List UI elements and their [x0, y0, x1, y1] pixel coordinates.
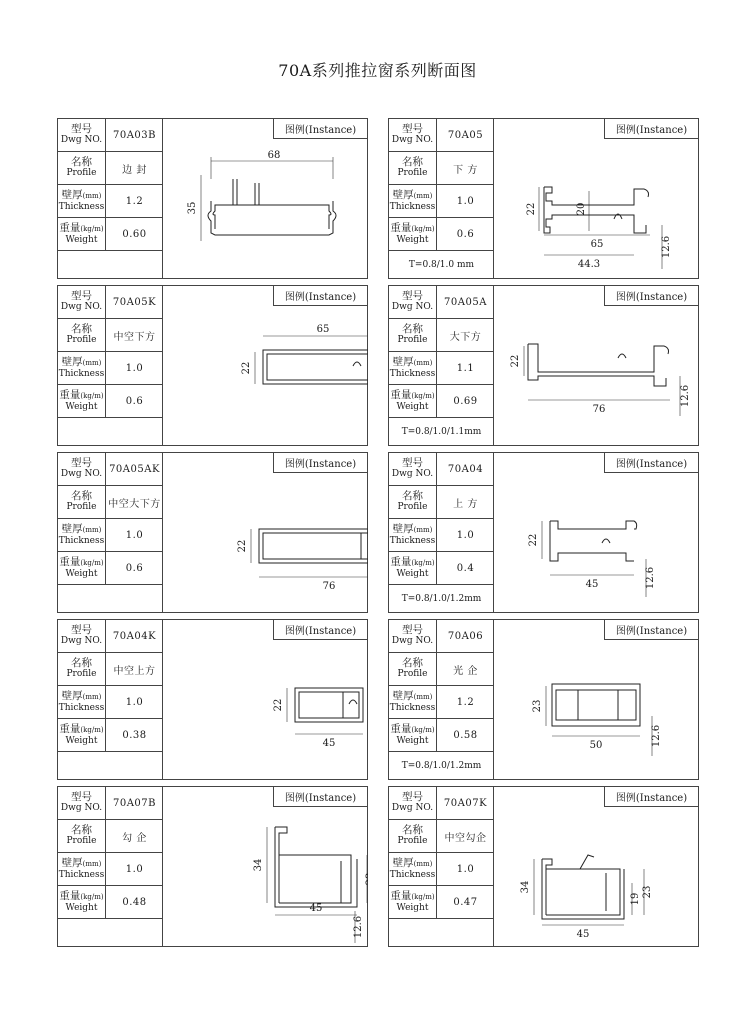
row-profile [389, 820, 494, 853]
dimension-label: 35 [187, 201, 198, 215]
row-model [389, 286, 494, 319]
profile-label-en: Profile [397, 168, 428, 178]
thickness-unit: (mm) [82, 859, 102, 868]
row-weight [389, 218, 494, 251]
legend-label: 图例(Instance) [273, 453, 367, 473]
row-thickness [58, 853, 163, 886]
row-thickness [58, 519, 163, 552]
row-thickness [389, 853, 494, 886]
dwg-number: 70A03B [112, 129, 157, 141]
spec-table [389, 453, 494, 612]
profile-label-en: Profile [66, 669, 97, 679]
profile-card-70a07k [388, 786, 699, 947]
profile-label-en: Profile [397, 502, 428, 512]
profile-card-70a05k [57, 285, 368, 446]
weight-unit: (kg/m) [411, 391, 435, 400]
thickness-label-en: Thickness [389, 869, 436, 880]
weight-label-en: Weight [65, 401, 98, 412]
row-profile [58, 820, 163, 853]
tolerance-note: T=0.8/1.0 mm [408, 260, 475, 270]
dwg-number: 70A04 [447, 463, 484, 475]
row-weight [58, 552, 163, 585]
row-profile [389, 486, 494, 519]
weight-label-zh: 重量 [59, 221, 81, 234]
dimension-label: 45 [309, 903, 323, 914]
row-thickness [58, 352, 163, 385]
weight-value: 0.4 [456, 562, 475, 574]
thickness-label-en: Thickness [58, 368, 105, 379]
profile-drawing [163, 306, 368, 446]
dwg-number: 70A05A [444, 296, 487, 308]
dimension-label: 34 [253, 858, 264, 872]
row-thickness [389, 185, 494, 218]
profile-card-70a04k [57, 619, 368, 780]
row-model [389, 787, 494, 820]
dimension-label: 65 [590, 239, 604, 250]
dwg-number: 70A05 [447, 129, 484, 141]
tolerance-note [58, 251, 163, 279]
row-model [389, 119, 494, 152]
thickness-label-zh: 壁厚 [61, 522, 83, 535]
spec-table [58, 620, 163, 779]
spec-table [389, 787, 494, 946]
thickness-value: 1.0 [125, 362, 144, 374]
profile-card-70a05a [388, 285, 699, 446]
model-label-en: Dwg NO. [391, 469, 434, 479]
dimension-label: 50 [589, 740, 603, 751]
weight-label-zh: 重量 [59, 889, 81, 902]
weight-label-en: Weight [396, 401, 429, 412]
thickness-unit: (mm) [82, 191, 102, 200]
weight-label-zh: 重量 [59, 555, 81, 568]
model-label-zh: 型号 [71, 123, 92, 135]
dimension-label: 23 [365, 872, 368, 886]
profile-drawing [494, 640, 699, 780]
weight-unit: (kg/m) [80, 725, 104, 734]
weight-unit: (kg/m) [80, 224, 104, 233]
row-weight [389, 552, 494, 585]
thickness-label-zh: 壁厚 [392, 522, 414, 535]
weight-label-en: Weight [396, 568, 429, 579]
dimension-label: 22 [241, 361, 252, 375]
spec-table [58, 119, 163, 278]
spec-table [58, 453, 163, 612]
profile-card-70a05 [388, 118, 699, 279]
legend-label: 图例(Instance) [273, 119, 367, 139]
weight-value: 0.47 [453, 896, 478, 908]
profile-drawing [494, 473, 699, 613]
thickness-label-zh: 壁厚 [61, 689, 83, 702]
weight-value: 0.58 [453, 729, 478, 741]
tolerance-note: T=0.8/1.0/1.2mm [401, 761, 482, 771]
model-label-en: Dwg NO. [391, 636, 434, 646]
thickness-value: 1.0 [125, 696, 144, 708]
legend-label: 图例(Instance) [604, 119, 698, 139]
thickness-value: 1.0 [456, 529, 475, 541]
dimension-label: 12.6 [651, 724, 662, 748]
legend-label: 图例(Instance) [604, 620, 698, 640]
profile-name: 大下方 [449, 331, 482, 343]
profile-drawing [494, 306, 699, 446]
legend-label: 图例(Instance) [604, 787, 698, 807]
dwg-number: 70A07K [443, 797, 488, 809]
model-label-en: Dwg NO. [391, 302, 434, 312]
profile-card-70a03b [57, 118, 368, 279]
dimension-label: 23 [642, 885, 653, 899]
dwg-number: 70A06 [447, 630, 484, 642]
dimension-label: 45 [322, 738, 336, 749]
profile-label-zh: 名称 [402, 824, 423, 836]
row-profile [389, 653, 494, 686]
model-label-zh: 型号 [71, 290, 92, 302]
profile-label-en: Profile [397, 836, 428, 846]
weight-value: 0.38 [122, 729, 147, 741]
thickness-value: 1.0 [456, 195, 475, 207]
tolerance-note: T=0.8/1.0/1.1mm [401, 427, 482, 437]
thickness-unit: (mm) [413, 525, 433, 534]
thickness-unit: (mm) [413, 191, 433, 200]
weight-unit: (kg/m) [80, 391, 104, 400]
row-weight [58, 385, 163, 418]
dimension-label: 22 [510, 354, 521, 368]
model-label-en: Dwg NO. [60, 636, 103, 646]
tolerance-note [58, 752, 163, 780]
spec-table [389, 119, 494, 278]
weight-label-zh: 重量 [390, 555, 412, 568]
thickness-value: 1.0 [125, 863, 144, 875]
row-profile [58, 319, 163, 352]
row-model [58, 119, 163, 152]
thickness-label-zh: 壁厚 [61, 856, 83, 869]
tolerance-note [58, 919, 163, 947]
thickness-label-en: Thickness [389, 201, 436, 212]
profile-label-en: Profile [66, 502, 97, 512]
profile-label-zh: 名称 [71, 490, 92, 502]
profile-name: 中空勾企 [444, 832, 487, 844]
dimension-label: 68 [267, 150, 281, 161]
profile-card-70a04 [388, 452, 699, 613]
weight-label-zh: 重量 [59, 388, 81, 401]
weight-label-zh: 重量 [59, 722, 81, 735]
profile-name: 勾 企 [122, 832, 147, 844]
dimension-label: 22 [273, 698, 284, 712]
profile-name: 边 封 [122, 164, 147, 176]
profile-drawing [494, 139, 699, 279]
weight-unit: (kg/m) [411, 892, 435, 901]
dimension-label: 19 [630, 892, 641, 906]
legend-label: 图例(Instance) [273, 787, 367, 807]
dimension-label: 76 [592, 404, 606, 415]
profile-label-en: Profile [66, 168, 97, 178]
dimension-label: 22 [237, 539, 248, 553]
thickness-unit: (mm) [82, 358, 102, 367]
dimension-label: 34 [520, 880, 531, 894]
row-weight [58, 886, 163, 919]
thickness-label-en: Thickness [58, 535, 105, 546]
weight-label-en: Weight [65, 234, 98, 245]
thickness-label-en: Thickness [389, 368, 436, 379]
profile-label-zh: 名称 [71, 323, 92, 335]
profile-name: 中空下方 [113, 331, 156, 343]
dimension-label: 65 [316, 324, 330, 335]
thickness-label-zh: 壁厚 [392, 355, 414, 368]
tolerance-note [58, 418, 163, 446]
profile-label-zh: 名称 [71, 824, 92, 836]
weight-label-en: Weight [65, 735, 98, 746]
profile-label-zh: 名称 [402, 323, 423, 335]
model-label-zh: 型号 [402, 457, 423, 469]
dimension-label: 45 [585, 579, 599, 590]
weight-value: 0.6 [125, 395, 144, 407]
row-thickness [58, 185, 163, 218]
row-model [58, 286, 163, 319]
weight-label-zh: 重量 [390, 722, 412, 735]
tolerance-note: T=0.8/1.0/1.2mm [401, 594, 482, 604]
thickness-value: 1.0 [456, 863, 475, 875]
weight-label-en: Weight [396, 902, 429, 913]
row-model [58, 453, 163, 486]
thickness-label-zh: 壁厚 [61, 355, 83, 368]
weight-value: 0.69 [453, 395, 478, 407]
row-model [58, 620, 163, 653]
model-label-zh: 型号 [402, 290, 423, 302]
thickness-label-en: Thickness [58, 201, 105, 212]
dimension-label: 12.6 [680, 384, 691, 408]
row-profile [58, 653, 163, 686]
profile-label-zh: 名称 [71, 657, 92, 669]
profile-name: 中空大下方 [108, 498, 161, 510]
row-model [389, 620, 494, 653]
weight-value: 0.60 [122, 228, 147, 240]
weight-label-en: Weight [65, 568, 98, 579]
thickness-label-zh: 壁厚 [392, 856, 414, 869]
weight-unit: (kg/m) [80, 558, 104, 567]
dimension-label: 22 [526, 202, 537, 216]
weight-value: 0.48 [122, 896, 147, 908]
dimension-label: 22 [528, 533, 539, 547]
model-label-en: Dwg NO. [60, 302, 103, 312]
thickness-unit: (mm) [413, 692, 433, 701]
tolerance-note [389, 919, 494, 947]
legend-label: 图例(Instance) [273, 620, 367, 640]
row-profile [58, 486, 163, 519]
thickness-unit: (mm) [82, 525, 102, 534]
model-label-en: Dwg NO. [60, 803, 103, 813]
profile-label-en: Profile [397, 335, 428, 345]
legend-label: 图例(Instance) [604, 286, 698, 306]
profile-drawing [163, 473, 368, 613]
weight-label-en: Weight [396, 735, 429, 746]
weight-value: 0.6 [125, 562, 144, 574]
row-weight [389, 385, 494, 418]
profile-name: 上 方 [453, 498, 478, 510]
weight-label-zh: 重量 [390, 221, 412, 234]
row-weight [389, 886, 494, 919]
row-thickness [389, 352, 494, 385]
dwg-number: 70A07B [112, 797, 157, 809]
profile-label-zh: 名称 [402, 657, 423, 669]
dimension-label: 23 [532, 699, 543, 713]
profile-name: 下 方 [453, 164, 478, 176]
model-label-zh: 型号 [402, 123, 423, 135]
profile-name: 光 企 [453, 665, 478, 677]
thickness-label-zh: 壁厚 [61, 188, 83, 201]
profile-label-zh: 名称 [402, 490, 423, 502]
row-thickness [389, 686, 494, 719]
model-label-en: Dwg NO. [391, 803, 434, 813]
thickness-label-en: Thickness [389, 535, 436, 546]
row-model [389, 453, 494, 486]
profile-drawing [494, 807, 699, 947]
profile-drawing [163, 640, 368, 780]
dimension-label: 12.6 [645, 566, 656, 590]
thickness-label-zh: 壁厚 [392, 188, 414, 201]
profile-label-en: Profile [66, 836, 97, 846]
thickness-label-en: Thickness [389, 702, 436, 713]
model-label-zh: 型号 [402, 791, 423, 803]
spec-table [58, 286, 163, 445]
profile-drawing [163, 139, 368, 279]
row-weight [58, 218, 163, 251]
weight-label-zh: 重量 [390, 388, 412, 401]
row-model [58, 787, 163, 820]
dimension-label: 12.6 [661, 235, 672, 259]
profile-label-zh: 名称 [71, 156, 92, 168]
model-label-zh: 型号 [71, 624, 92, 636]
dimension-label: 76 [322, 581, 336, 592]
profile-label-zh: 名称 [402, 156, 423, 168]
thickness-label-en: Thickness [58, 869, 105, 880]
dimension-label: 12.6 [353, 915, 364, 939]
profile-label-en: Profile [66, 335, 97, 345]
dwg-number: 70A05AK [109, 463, 160, 475]
model-label-en: Dwg NO. [60, 469, 103, 479]
dimension-label: 20 [576, 202, 587, 216]
profile-label-en: Profile [397, 669, 428, 679]
weight-unit: (kg/m) [411, 725, 435, 734]
row-weight [389, 719, 494, 752]
weight-label-zh: 重量 [390, 889, 412, 902]
thickness-value: 1.2 [125, 195, 144, 207]
spec-table [389, 620, 494, 779]
model-label-en: Dwg NO. [60, 135, 103, 145]
thickness-unit: (mm) [413, 859, 433, 868]
page-title: 70A系列推拉窗系列断面图 [278, 61, 477, 80]
profile-name: 中空上方 [113, 665, 156, 677]
row-weight [58, 719, 163, 752]
row-thickness [389, 519, 494, 552]
thickness-value: 1.2 [456, 696, 475, 708]
dwg-number: 70A05K [112, 296, 157, 308]
row-profile [389, 319, 494, 352]
legend-label: 图例(Instance) [604, 453, 698, 473]
profile-card-70a05ak [57, 452, 368, 613]
weight-label-en: Weight [65, 902, 98, 913]
spec-table [389, 286, 494, 445]
tolerance-note [58, 585, 163, 613]
spec-table [58, 787, 163, 946]
thickness-unit: (mm) [82, 692, 102, 701]
profile-card-70a07b [57, 786, 368, 947]
thickness-value: 1.1 [456, 362, 475, 374]
weight-unit: (kg/m) [80, 892, 104, 901]
thickness-label-en: Thickness [58, 702, 105, 713]
dimension-label: 45 [576, 929, 590, 940]
dwg-number: 70A04K [112, 630, 157, 642]
model-label-zh: 型号 [71, 791, 92, 803]
weight-value: 0.6 [456, 228, 475, 240]
weight-unit: (kg/m) [411, 558, 435, 567]
profile-drawing [163, 807, 368, 947]
weight-unit: (kg/m) [411, 224, 435, 233]
thickness-unit: (mm) [413, 358, 433, 367]
model-label-zh: 型号 [71, 457, 92, 469]
weight-label-en: Weight [396, 234, 429, 245]
thickness-label-zh: 壁厚 [392, 689, 414, 702]
row-profile [58, 152, 163, 185]
row-profile [389, 152, 494, 185]
thickness-value: 1.0 [125, 529, 144, 541]
model-label-zh: 型号 [402, 624, 423, 636]
row-thickness [58, 686, 163, 719]
profile-card-70a06 [388, 619, 699, 780]
dimension-label: 44.3 [577, 259, 601, 270]
model-label-en: Dwg NO. [391, 135, 434, 145]
legend-label: 图例(Instance) [273, 286, 367, 306]
